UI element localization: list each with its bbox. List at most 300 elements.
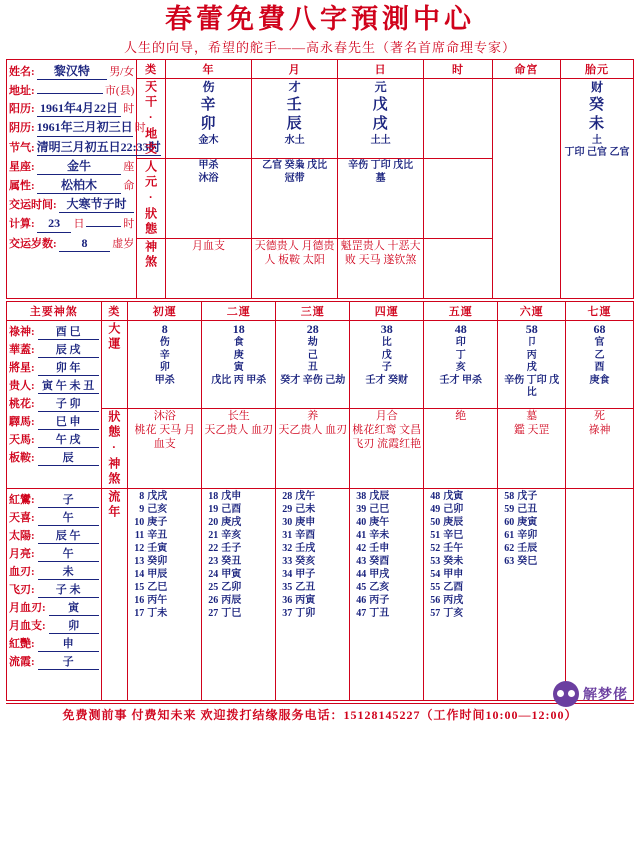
- flow-year-age: 38: [356, 491, 367, 503]
- flow-year-ganzhi: 甲子: [295, 569, 316, 581]
- flow-year-age: 43: [356, 556, 367, 568]
- star-label: 星座:: [9, 160, 35, 173]
- flow-col-3: [276, 489, 350, 701]
- shensha-item: 桃花: 子 卯: [9, 395, 99, 412]
- hour-pillar-gz: [424, 79, 492, 159]
- luck-col-1: [128, 321, 202, 409]
- luck-gan: 辛: [159, 349, 170, 361]
- day-renyuan: [338, 159, 424, 239]
- luck-tengod: 卩: [526, 337, 537, 349]
- flow-year-age: 57: [430, 608, 441, 620]
- flow-year-ganzhi: 乙酉: [443, 582, 464, 594]
- col-header-taiyuan: 胎元: [561, 60, 634, 79]
- start-value[interactable]: 大寒节子时: [59, 196, 135, 213]
- luck-age: 68: [593, 322, 606, 337]
- flow-year-row: [204, 503, 273, 516]
- flow-year-age: 42: [356, 543, 367, 555]
- month-zhi: 辰: [286, 116, 303, 133]
- calc-day-label: 日: [73, 218, 85, 231]
- watermark-text: 解梦佬: [583, 688, 628, 704]
- luck-shensha-text: 桃花红鸾 文昌飞刃 流霞红艳: [352, 423, 422, 450]
- flow-year-row: [278, 503, 347, 516]
- flow-year-ganzhi: 丙戌: [443, 595, 464, 607]
- year-gan: 辛: [200, 96, 217, 113]
- flow-year-row: [204, 542, 273, 555]
- flow-year-row: [204, 529, 273, 542]
- element-suffix: 命: [123, 179, 135, 192]
- page-title: 春蕾免費八字預測中心: [165, 4, 475, 34]
- flow-year-ganzhi: 己酉: [221, 504, 242, 516]
- month-gan: 壬: [286, 96, 303, 113]
- luck-gan: 戊: [381, 349, 392, 361]
- flow-year-row: [204, 490, 273, 503]
- calc-suffix: 时: [123, 218, 135, 231]
- year-renyuan-text: 甲杀: [198, 160, 219, 172]
- flow-year-age: 63: [504, 556, 515, 568]
- flow-year-row: [278, 568, 347, 581]
- luck-zhi: 酉: [594, 362, 605, 374]
- flow-year-row: [130, 594, 199, 607]
- flow-year-ganzhi: 戊辰: [369, 491, 390, 503]
- flow-year-row: [500, 555, 563, 568]
- flow-year-row: [278, 542, 347, 555]
- flow-year-row: [278, 581, 347, 594]
- luck-state-5: [424, 409, 498, 489]
- luck-table: [6, 301, 634, 701]
- flow-year-age: 37: [282, 608, 293, 620]
- luck-col-4: [350, 321, 424, 409]
- luck-zhi: 戌: [526, 362, 537, 374]
- jieqi-value[interactable]: 清明三月初五日22:33时: [37, 139, 161, 156]
- flow-col-4: [350, 489, 424, 701]
- flow-year-age: 33: [282, 556, 293, 568]
- field-start-time: [9, 196, 134, 213]
- field-solar-date: [9, 100, 134, 117]
- luck-col-2: [202, 321, 276, 409]
- field-calc: [9, 215, 134, 232]
- luck-col-3: [276, 321, 350, 409]
- flow-year-row: [352, 568, 421, 581]
- flow-year-ganzhi: 己亥: [147, 504, 168, 516]
- flow-year-age: 56: [430, 595, 441, 607]
- flow-year-ganzhi: 癸巳: [517, 556, 538, 568]
- flow-year-age: 30: [282, 517, 293, 529]
- year-renyuan: [165, 159, 251, 239]
- col-header-type: 类: [137, 60, 166, 79]
- address-suffix: 市(县): [104, 85, 135, 98]
- flow-year-ganzhi: 丁卯: [295, 608, 316, 620]
- flow-year-ganzhi: 丙子: [369, 595, 390, 607]
- watermark: [553, 681, 628, 707]
- taiyuan-line-2: 未: [589, 116, 606, 133]
- shensha-item: 將星: 卯 年: [9, 359, 99, 376]
- flow-year-age: 48: [430, 491, 441, 503]
- luck-state-text: 养: [307, 410, 319, 423]
- flow-year-row: [500, 529, 563, 542]
- flow-year-row: [352, 503, 421, 516]
- luck-state-7: [566, 409, 634, 489]
- luck-gan: 丙: [526, 349, 537, 361]
- flow-year-age: 9: [139, 504, 145, 516]
- flow-year-ganzhi: 甲申: [443, 569, 464, 581]
- startage-suffix: 虚岁: [112, 237, 135, 250]
- taiyuan-line-0: 财: [591, 80, 604, 95]
- flow-year-row: [130, 529, 199, 542]
- month-tengod: 才: [288, 80, 301, 95]
- luck-header-3: 三運: [276, 302, 350, 321]
- day-pillar-gz: [338, 79, 424, 159]
- flow-year-age: 44: [356, 569, 367, 581]
- flow-year-ganzhi: 庚辰: [443, 517, 464, 529]
- flow-year-row: [426, 490, 495, 503]
- flow-year-row: [130, 581, 199, 594]
- star-suffix: 座: [123, 160, 135, 173]
- flow-year-age: 31: [282, 530, 293, 542]
- col-header-day: 日: [338, 60, 424, 79]
- flow-year-ganzhi: 辛巳: [443, 530, 464, 542]
- flow-year-age: 13: [134, 556, 145, 568]
- flow-year-age: 36: [282, 595, 293, 607]
- day-state-text: 墓: [375, 172, 386, 184]
- solar-value[interactable]: 1961年4月22日: [37, 100, 122, 117]
- luck-age: 18: [232, 322, 245, 337]
- flow-year-row: [204, 581, 273, 594]
- luck-type-header: 类: [101, 302, 128, 321]
- flow-year-age: 40: [356, 517, 367, 529]
- flow-year-row: [426, 594, 495, 607]
- flow-year-row: [278, 516, 347, 529]
- shensha-item: 華蓋: 辰 戌: [9, 341, 99, 358]
- taiyuan-cell: [561, 79, 634, 299]
- field-name: [9, 63, 134, 80]
- luck-renyuan: 壬才 癸财: [365, 374, 409, 386]
- flow-year-age: 14: [134, 569, 145, 581]
- flow-year-ganzhi: 丙辰: [221, 595, 242, 607]
- flow-year-ganzhi: 庚子: [147, 517, 168, 529]
- flow-year-ganzhi: 壬戌: [295, 543, 316, 555]
- shensha-item: 天喜: 午: [9, 509, 99, 526]
- flow-year-age: 49: [430, 504, 441, 516]
- row-label-liunian: 流年: [101, 489, 128, 701]
- flow-year-age: 34: [282, 569, 293, 581]
- flow-year-ganzhi: 癸酉: [369, 556, 390, 568]
- hour-renyuan: [424, 159, 492, 239]
- flow-year-row: [130, 568, 199, 581]
- luck-gan: 己: [307, 349, 318, 361]
- luck-state-1: [128, 409, 202, 489]
- flow-year-age: 53: [430, 556, 441, 568]
- field-lunar-date: [9, 119, 146, 136]
- flow-col-2: [202, 489, 276, 701]
- year-shensha: 月血支: [165, 239, 251, 299]
- row-label-renyuan-zhuangtai: 人元·狀態: [137, 159, 166, 239]
- flow-year-row: [500, 516, 563, 529]
- shensha-item: 天馬: 午 戌: [9, 431, 99, 448]
- flow-year-row: [204, 607, 273, 620]
- flow-year-ganzhi: 戊午: [295, 491, 316, 503]
- shensha-item: 月亮: 午: [9, 545, 99, 562]
- solar-label: 阳历:: [9, 103, 35, 116]
- shensha-list-cell-2: [7, 489, 102, 701]
- flow-year-ganzhi: 辛卯: [517, 530, 538, 542]
- flow-year-row: [278, 529, 347, 542]
- hour-shensha: [424, 239, 492, 299]
- day-gan: 戊: [372, 96, 389, 113]
- flow-year-age: 60: [504, 517, 515, 529]
- calc-value[interactable]: 23: [37, 215, 72, 232]
- day-zhi: 戌: [372, 116, 389, 133]
- field-address: [9, 82, 134, 98]
- luck-age: 58: [525, 322, 538, 337]
- flow-year-age: 50: [430, 517, 441, 529]
- luck-zhi: 子: [381, 362, 392, 374]
- flow-year-age: 62: [504, 543, 515, 555]
- shensha-item: 月血刃: 寅: [9, 599, 99, 616]
- flow-year-age: 15: [134, 582, 145, 594]
- taiyuan-line-1: 癸: [589, 96, 606, 113]
- luck-state-text: 绝: [455, 410, 467, 423]
- flow-year-row: [204, 568, 273, 581]
- month-shensha: 天德贵人 月德贵人 板鞍 太阳: [252, 239, 338, 299]
- element-value[interactable]: 松柏木: [37, 177, 122, 194]
- flow-year-ganzhi: 戊戌: [147, 491, 168, 503]
- flow-year-age: 18: [208, 491, 219, 503]
- field-jieqi: [9, 139, 161, 156]
- flow-year-age: 20: [208, 517, 219, 529]
- luck-renyuan: 壬才 甲杀: [439, 374, 483, 386]
- flow-year-age: 8: [139, 491, 145, 503]
- luck-tengod: 官: [594, 337, 605, 349]
- flow-year-ganzhi: 己卯: [443, 504, 464, 516]
- flow-year-age: 52: [430, 543, 441, 555]
- flow-year-ganzhi: 乙卯: [221, 582, 242, 594]
- luck-renyuan: 癸才 辛伤 己劫: [280, 374, 346, 386]
- minggong-cell: [492, 79, 560, 299]
- luck-state-2: [202, 409, 276, 489]
- luck-gan: 丁: [455, 349, 466, 361]
- flow-year-age: 19: [208, 504, 219, 516]
- flow-year-age: 47: [356, 608, 367, 620]
- flow-year-row: [352, 581, 421, 594]
- flow-year-ganzhi: 戊子: [517, 491, 538, 503]
- taiyuan-line-4: 丁印 己官 乙官: [564, 147, 630, 159]
- luck-renyuan: 辛伤 丁印 戊比: [504, 374, 560, 399]
- luck-state-text: 墓: [526, 410, 538, 423]
- solar-suffix: 时: [123, 103, 135, 116]
- flow-year-ganzhi: 壬寅: [147, 543, 168, 555]
- flow-year-row: [204, 555, 273, 568]
- year-tengod: 伤: [202, 80, 215, 95]
- flow-year-row: [130, 542, 199, 555]
- luck-header-2: 二運: [202, 302, 276, 321]
- luck-renyuan: 庚食: [589, 374, 610, 386]
- flow-year-age: 55: [430, 582, 441, 594]
- flow-year-ganzhi: 丙午: [147, 595, 168, 607]
- shensha-item: 驛馬: 巳 申: [9, 413, 99, 430]
- flow-year-ganzhi: 丁亥: [443, 608, 464, 620]
- shensha-main-header: 主要神煞: [7, 302, 102, 321]
- shensha-item: 太陽: 辰 午: [9, 527, 99, 544]
- flow-year-ganzhi: 乙丑: [295, 582, 316, 594]
- luck-state-text: 长生: [227, 410, 250, 423]
- luck-zhi: 亥: [455, 362, 466, 374]
- flow-year-ganzhi: 癸丑: [221, 556, 242, 568]
- element-label: 属性:: [9, 179, 35, 192]
- calc-hour-value[interactable]: [86, 226, 121, 227]
- footer-bar: [6, 688, 634, 723]
- luck-renyuan: 戊比 丙 甲杀: [211, 374, 267, 386]
- year-zhi: 卯: [200, 116, 217, 133]
- col-header-month: 月: [252, 60, 338, 79]
- flow-year-ganzhi: 癸亥: [295, 556, 316, 568]
- shensha-item: 紅艷: 申: [9, 635, 99, 652]
- star-value[interactable]: 金牛: [37, 158, 122, 175]
- month-pillar-gz: [252, 79, 338, 159]
- flow-year-ganzhi: 庚申: [295, 517, 316, 529]
- day-renyuan-text: 辛伤 丁印 戊比: [348, 160, 414, 172]
- flow-year-row: [278, 555, 347, 568]
- shensha-list-cell: [7, 321, 102, 489]
- flow-year-age: 16: [134, 595, 145, 607]
- luck-gan: 乙: [594, 349, 605, 361]
- luck-header-4: 四運: [350, 302, 424, 321]
- flow-year-row: [426, 568, 495, 581]
- luck-state-text: 沐浴: [153, 410, 176, 423]
- row-label-zhuangtai-shensha: 狀態·神煞: [101, 409, 128, 489]
- flow-year-age: 46: [356, 595, 367, 607]
- lunar-label: 阴历:: [9, 122, 35, 135]
- luck-renyuan: 甲杀: [154, 374, 175, 386]
- flow-col-7: [566, 489, 634, 701]
- day-tengod: 元: [374, 80, 387, 95]
- flow-year-age: 61: [504, 530, 515, 542]
- shensha-item: 贵人: 寅 午 未 丑: [9, 377, 99, 394]
- col-header-hour: 时: [424, 60, 492, 79]
- luck-zhi: 卯: [159, 362, 170, 374]
- luck-tengod: 印: [455, 337, 466, 349]
- luck-tengod: 劫: [307, 337, 318, 349]
- luck-shensha-text: 天乙贵人 血刃: [204, 423, 274, 436]
- footer-text: 免费测前事 付费知未来 欢迎拨打结缘服务电话：15128145227（工作时间10:00—12:00）: [62, 708, 578, 723]
- flow-col-5: [424, 489, 498, 701]
- flow-year-ganzhi: 乙亥: [369, 582, 390, 594]
- flow-year-age: 22: [208, 543, 219, 555]
- jieqi-label: 节气:: [9, 141, 35, 154]
- col-header-minggong: 命宮: [492, 60, 560, 79]
- row-label-shensha: 神煞: [137, 239, 166, 299]
- flow-year-ganzhi: 壬子: [221, 543, 242, 555]
- flow-year-age: 41: [356, 530, 367, 542]
- shensha-item: 流霞: 子: [9, 653, 99, 670]
- flow-year-age: 21: [208, 530, 219, 542]
- flow-year-age: 45: [356, 582, 367, 594]
- luck-age: 48: [454, 322, 467, 337]
- flow-year-age: 39: [356, 504, 367, 516]
- address-label: 地址:: [9, 85, 35, 98]
- flow-year-ganzhi: 壬申: [369, 543, 390, 555]
- flow-year-row: [204, 594, 273, 607]
- flow-year-ganzhi: 庚寅: [517, 517, 538, 529]
- startage-label: 交运岁数:: [9, 237, 57, 250]
- gender-value[interactable]: 男/女: [109, 66, 135, 79]
- luck-shensha-text: 鑑 天罡: [513, 423, 550, 436]
- luck-col-7: [566, 321, 634, 409]
- shensha-item: 紅鸞: 子: [9, 491, 99, 508]
- luck-age: 28: [306, 322, 319, 337]
- flow-year-row: [352, 516, 421, 529]
- flow-year-ganzhi: 辛丑: [147, 530, 168, 542]
- flow-year-row: [426, 555, 495, 568]
- shensha-item: 月血支: 卯: [9, 617, 99, 634]
- flow-year-age: 12: [134, 543, 145, 555]
- flow-year-row: [130, 607, 199, 620]
- shensha-item: 板鞍: 辰: [9, 449, 99, 466]
- year-pillar-gz: [165, 79, 251, 159]
- name-label: 姓名:: [9, 66, 35, 79]
- flow-year-row: [352, 529, 421, 542]
- flow-year-row: [278, 607, 347, 620]
- luck-col-6: [498, 321, 566, 409]
- flow-year-row: [352, 555, 421, 568]
- startage-value[interactable]: 8: [59, 235, 111, 252]
- flow-year-age: 35: [282, 582, 293, 594]
- luck-zhi: 丑: [307, 362, 318, 374]
- flow-year-row: [426, 503, 495, 516]
- day-gz-note: 土土: [370, 134, 391, 146]
- flow-year-ganzhi: 己巳: [369, 504, 390, 516]
- luck-state-3: [276, 409, 350, 489]
- row-label-tiangan-dizhi: 天干·地支: [137, 79, 166, 159]
- flow-year-ganzhi: 乙巳: [147, 582, 168, 594]
- name-value[interactable]: 黎汉特: [37, 63, 108, 80]
- address-value[interactable]: [37, 93, 103, 94]
- luck-state-text: 月合: [375, 410, 398, 423]
- owl-icon: [553, 681, 579, 707]
- flow-year-age: 10: [134, 517, 145, 529]
- flow-year-ganzhi: 辛酉: [295, 530, 316, 542]
- start-label: 交运时间:: [9, 199, 57, 212]
- flow-year-row: [426, 542, 495, 555]
- luck-header-5: 五運: [424, 302, 498, 321]
- flow-year-row: [352, 594, 421, 607]
- flow-year-ganzhi: 甲辰: [147, 569, 168, 581]
- luck-tengod: 食: [233, 337, 244, 349]
- year-state-text: 沐浴: [198, 172, 219, 184]
- flow-year-age: 54: [430, 569, 441, 581]
- calc-label: 计算:: [9, 218, 35, 231]
- year-gz-note: 金木: [198, 134, 219, 146]
- flow-year-ganzhi: 丁巳: [221, 608, 242, 620]
- flow-year-row: [130, 555, 199, 568]
- flow-year-row: [500, 503, 563, 516]
- luck-state-text: 死: [594, 410, 606, 423]
- luck-state-4: [350, 409, 424, 489]
- flow-year-ganzhi: 庚戌: [221, 517, 242, 529]
- flow-year-ganzhi: 壬午: [443, 543, 464, 555]
- flow-year-row: [278, 490, 347, 503]
- flow-year-row: [352, 542, 421, 555]
- flow-year-age: 59: [504, 504, 515, 516]
- day-shensha: 魁罡贵人 十恶大败 天马 遂钦煞: [338, 239, 424, 299]
- flow-year-age: 27: [208, 608, 219, 620]
- flow-year-age: 17: [134, 608, 145, 620]
- luck-age: 8: [161, 322, 168, 337]
- flow-year-row: [426, 529, 495, 542]
- flow-col-6: [498, 489, 566, 701]
- field-start-age: [9, 235, 134, 252]
- lunar-value[interactable]: 1961年三月初三日: [37, 119, 133, 136]
- flow-year-ganzhi: 甲寅: [221, 569, 242, 581]
